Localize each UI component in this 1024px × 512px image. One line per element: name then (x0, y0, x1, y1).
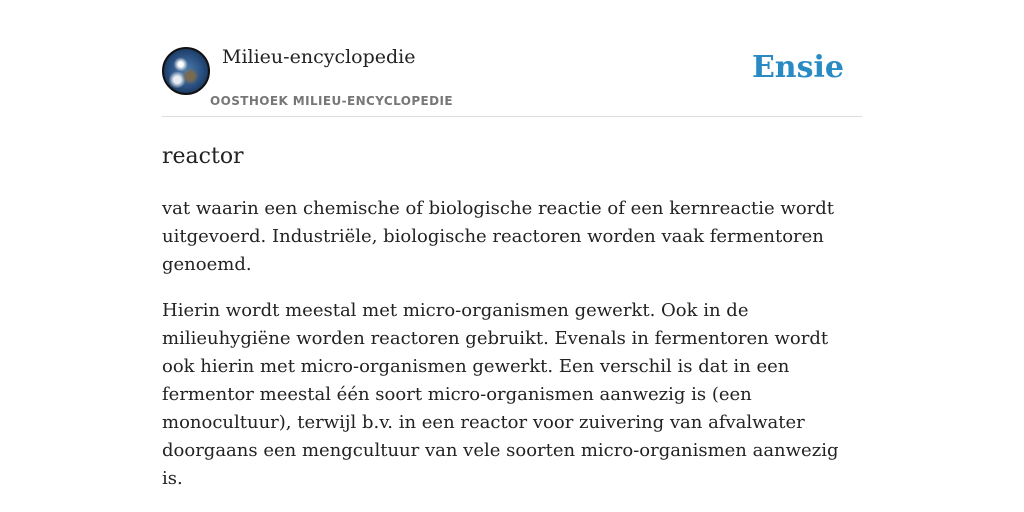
article-paragraph: vat waarin een chemische of biologische reactie of een kernreactie wordt uitgevoerd. Industriële, biologische reactoren worden vaak fermentoren genoemd. (162, 198, 835, 275)
page-container (162, 0, 862, 493)
site-name[interactable]: Milieu-encyclopedie (222, 46, 416, 68)
brand-logo-link[interactable]: Ensie (751, 50, 844, 85)
site-subtitle: OOSTHOEK MILIEU-ENCYCLOPEDIE (210, 94, 453, 108)
article-paragraph: Hierin wordt meestal met micro-organismen gewerkt. Ook in de milieuhygiëne worden reactoren gebruikt. Evenals in fermentoren wordt ook hierin met micro-organismen gewerkt. Een verschil is dat in een fermentor meestal één soort micro-organismen aanwezig is (een monocultuur), terwijl b.v. in een reactor voor zuivering van afvalwater doorgaans een mengcultuur van vele soorten micro-organismen aanwezig is. (162, 300, 839, 489)
earth-globe-icon[interactable] (162, 47, 210, 95)
site-header (162, 0, 862, 117)
article-title: reactor (162, 144, 244, 169)
